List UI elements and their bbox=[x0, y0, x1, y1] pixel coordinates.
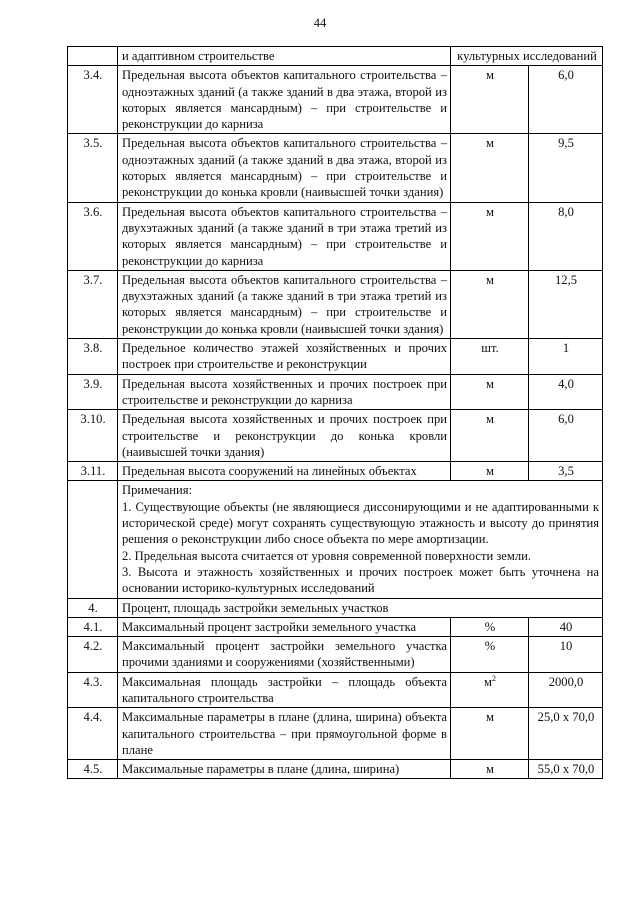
row-unit: м bbox=[451, 66, 529, 134]
row-text: Максимальные параметры в плане (длина, ширина) объекта капитального строительства – при прямоугольной форме в плане bbox=[118, 708, 451, 760]
table-row-continuation bbox=[68, 47, 603, 66]
row-number: 3.10. bbox=[68, 410, 118, 462]
row-value: 6,0 bbox=[529, 66, 603, 134]
notes-title: Примечания: bbox=[122, 483, 193, 498]
row-text: Максимальные параметры в плане (длина, ширина) bbox=[118, 760, 451, 779]
row-unit: % bbox=[451, 637, 529, 673]
table-row bbox=[68, 617, 603, 636]
row-unit: м bbox=[451, 270, 529, 338]
row-number: 4.2. bbox=[68, 637, 118, 673]
row-unit: % bbox=[451, 617, 529, 636]
table-row bbox=[68, 410, 603, 462]
table-row bbox=[68, 374, 603, 410]
row-value: 3,5 bbox=[529, 462, 603, 481]
page-number: 44 bbox=[313, 16, 327, 30]
row-value: 4,0 bbox=[529, 374, 603, 410]
table-row-section bbox=[68, 598, 603, 617]
section-heading: Процент, площадь застройки земельных участков bbox=[118, 598, 603, 617]
row-text: Предельная высота хозяйственных и прочих построек при строительстве и реконструкции до конька кровли (наивысшей точки здания) bbox=[118, 410, 451, 462]
row-text: Максимальный процент застройки земельного участка прочими зданиями и сооружениями (хозяйственными) bbox=[118, 637, 451, 673]
notes-cell bbox=[118, 481, 603, 598]
note-item: 1. Существующие объекты (не являющиеся диссонирующими и не адаптированными к исторической среде) могут сохранять существующую этажность и высоту до принятия решения о реконструкции либо сносе объекта по мере амортизации. bbox=[122, 499, 600, 547]
row-number: 3.9. bbox=[68, 374, 118, 410]
row-value: 10 bbox=[529, 637, 603, 673]
row-text: Предельная высота объектов капитального строительства – двухэтажных зданий (а также зданий в три этажа третий из которых является мансардным) – при строительстве и реконструкции до конька кровли (наивысшей точки здания) bbox=[118, 270, 451, 338]
row-unit: м bbox=[451, 462, 529, 481]
row-number: 3.6. bbox=[68, 202, 118, 270]
row-value: 8,0 bbox=[529, 202, 603, 270]
note-item: 3. Высота и этажность хозяйственных и прочих построек может быть уточнена на основании историко-культурных исследований bbox=[122, 564, 600, 596]
row-number: 3.5. bbox=[68, 134, 118, 202]
row-number: 4. bbox=[68, 598, 118, 617]
row-unit: шт. bbox=[451, 339, 529, 375]
table-row bbox=[68, 672, 603, 708]
row-number: 4.4. bbox=[68, 708, 118, 760]
row-number: 4.5. bbox=[68, 760, 118, 779]
table-row bbox=[68, 637, 603, 673]
row-text: Максимальная площадь застройки – площадь объекта капитального строительства bbox=[118, 672, 451, 708]
row-number: 4.3. bbox=[68, 672, 118, 708]
row-number: 3.8. bbox=[68, 339, 118, 375]
table-row bbox=[68, 462, 603, 481]
table-row bbox=[68, 202, 603, 270]
row-number bbox=[68, 47, 118, 66]
row-unit: м bbox=[451, 760, 529, 779]
row-value: 6,0 bbox=[529, 410, 603, 462]
row-number: 4.1. bbox=[68, 617, 118, 636]
row-text: Предельная высота сооружений на линейных объектах bbox=[118, 462, 451, 481]
row-unit bbox=[451, 672, 529, 708]
row-number: 3.11. bbox=[68, 462, 118, 481]
row-text: Предельная высота объектов капитального строительства – одноэтажных зданий (а также зданий в два этажа, второй из которых является мансардным) – при строительстве и реконструкции до конька кровли (наивысшей точки здания) bbox=[118, 134, 451, 202]
row-number: 3.4. bbox=[68, 66, 118, 134]
row-value: 40 bbox=[529, 617, 603, 636]
table-row bbox=[68, 339, 603, 375]
table-row bbox=[68, 134, 603, 202]
row-value: 2000,0 bbox=[529, 672, 603, 708]
table-row bbox=[68, 760, 603, 779]
row-unit: м bbox=[451, 708, 529, 760]
row-text: Максимальный процент застройки земельного участка bbox=[118, 617, 451, 636]
note-item: 2. Предельная высота считается от уровня современной поверхности земли. bbox=[122, 548, 532, 563]
row-unit: м bbox=[451, 374, 529, 410]
row-unit: м bbox=[451, 410, 529, 462]
row-text: Предельная высота объектов капитального строительства – двухэтажных зданий (а также зданий в три этажа третий из которых является мансардным) – при строительстве и реконструкции до карниза bbox=[118, 202, 451, 270]
row-value: 1 bbox=[529, 339, 603, 375]
row-value: 25,0 x 70,0 bbox=[529, 708, 603, 760]
table-row bbox=[68, 270, 603, 338]
unit-superscript: 2 bbox=[491, 673, 496, 683]
table-row bbox=[68, 708, 603, 760]
row-value: 55,0 x 70,0 bbox=[529, 760, 603, 779]
row-unit: м bbox=[451, 134, 529, 202]
row-value: 12,5 bbox=[529, 270, 603, 338]
table-row bbox=[68, 66, 603, 134]
table-row-notes bbox=[68, 481, 603, 598]
row-text: Предельное количество этажей хозяйственных и прочих построек при строительстве и реконструкции bbox=[118, 339, 451, 375]
row-text: Предельная высота объектов капитального строительства – одноэтажных зданий (а также зданий в два этажа, второй из которых является мансардным) – при строительстве и реконструкции до карниза bbox=[118, 66, 451, 134]
row-number bbox=[68, 481, 118, 598]
parameters-table bbox=[67, 46, 603, 779]
row-value: 9,5 bbox=[529, 134, 603, 202]
row-number: 3.7. bbox=[68, 270, 118, 338]
row-text: Предельная высота хозяйственных и прочих построек при строительстве и реконструкции до карниза bbox=[118, 374, 451, 410]
row-unit: м bbox=[451, 202, 529, 270]
row-text: и адаптивном строительстве bbox=[118, 47, 451, 66]
unit-text: м bbox=[484, 674, 492, 689]
row-value: культурных исследований bbox=[451, 47, 603, 66]
